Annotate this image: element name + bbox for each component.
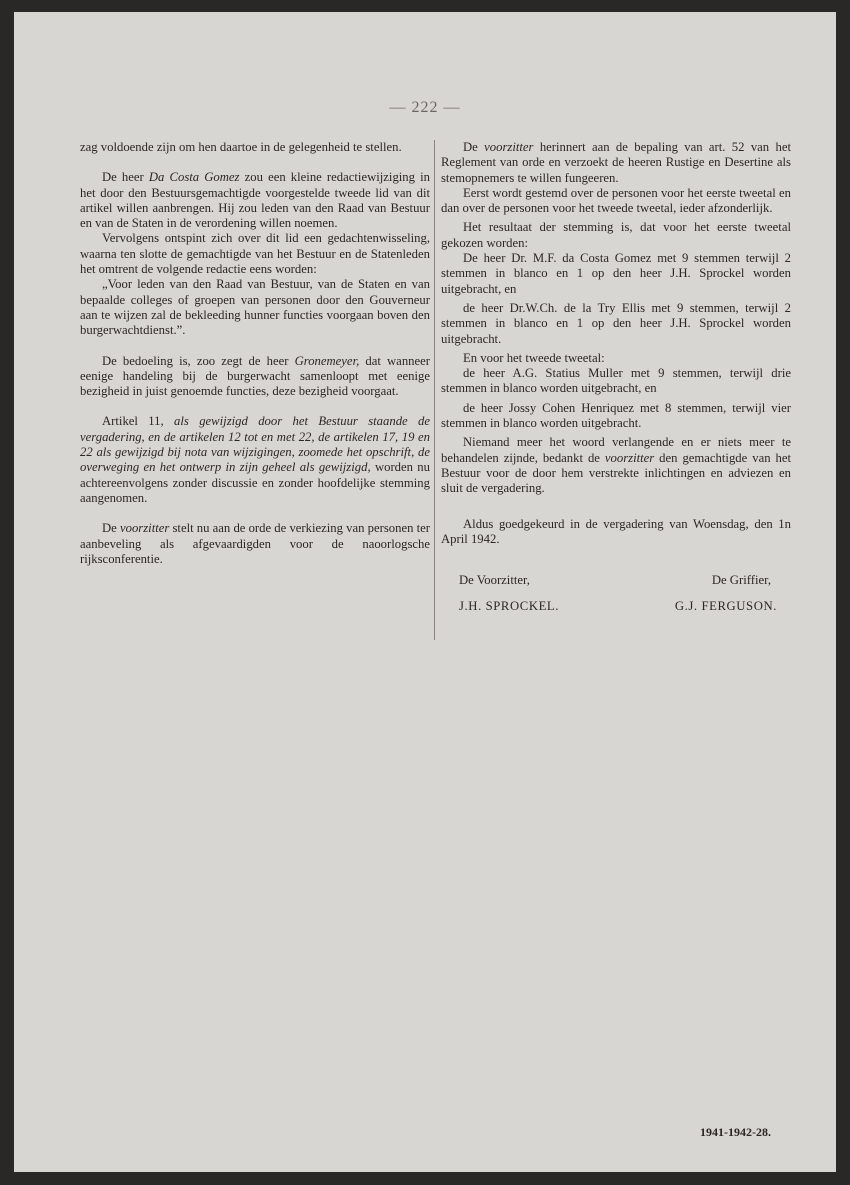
paragraph: En voor het tweede tweetal: [463, 350, 605, 365]
paragraph: de heer Jossy Cohen Henriquez met 8 stemmen, terwijl vier stemmen in blanco worden uitgebracht. [441, 400, 791, 431]
paragraph: de heer Dr.W.Ch. de la Try Ellis met 9 stemmen, terwijl 2 stemmen in blanco en 1 op den heer J.H. Sprockel worden uitgebracht. [441, 300, 791, 346]
paragraph: Eerst wordt gestemd over de personen voor het eerste tweetal en dan over de personen voor het tweede tweetal, ieder afzonderlijk. [441, 185, 791, 216]
paragraph: De heer Dr. M.F. da Costa Gomez met 9 stemmen terwijl 2 stemmen in blanco en 1 op den heer J.H. Sprockel worden uitgebracht, en [441, 251, 791, 296]
paragraph: Het resultaat der stemming is, dat voor het eerste tweetal gekozen worden: [441, 220, 791, 250]
paragraph: zag voldoende zijn om hen daartoe in de gelegenheid te stellen. [80, 140, 402, 154]
paragraph: Vervolgens ontspint zich over dit lid een gedachtenwisseling, waarna ten slotte de gemachtigde van het Bestuur en de Statenleden het omtrent de volgende redactie eens worden: [80, 231, 430, 277]
left-column [80, 140, 430, 567]
chair-name: J.H. SPROCKEL. [459, 599, 560, 614]
approval-line: Aldus goedgekeurd in de vergadering van Woensdag, den 1n April 1942. [441, 516, 791, 546]
right-column [441, 140, 791, 615]
clerk-title: De Griffier, [711, 573, 771, 588]
paragraph: De voorzitter stelt nu aan de orde de verkiezing van personen ter aanbeveling als afgevaardigden voor de naoorlogsche rijksconferentie. [80, 521, 431, 566]
quoted-text: „Voor leden van den Raad van Bestuur, van de Staten en van bepaalde colleges of groepen van personen door den Gouverneur aan te wijzen zal de bekleeding hunner functies voorgaan boven den burgerwachtdienst.”. [80, 277, 430, 338]
paragraph: Niemand meer het woord verlangende en er niets meer te behandelen zijnde, bedankt de voorzitter den gemachtigde van het Bestuur voor de door hem verstrekte inlichtingen en adviezen en sluit de vergadering. [441, 435, 791, 496]
speaker-name: Gronemeyer, [294, 353, 360, 368]
paragraph: de heer A.G. Statius Muller met 9 stemmen, terwijl drie stemmen in blanco worden uitgebracht, en [441, 366, 791, 396]
paragraph: Artikel 11, als gewijzigd door het Bestuur staande de vergadering, en de artikelen 12 tot en met 22, de artikelen 17, 19 en 22 als gewijzigd bij nota van wijzigingen, zoomede het opschrift, de overweging en het ontwerp in zijn geheel als gewijzigd, worden nu achtereenvolgens zonder discussie en zonder hoofdelijke stemming aangenomen. [80, 414, 431, 505]
page-number: — 222 — [389, 99, 461, 116]
document-code: 1941-1942-28. [700, 1125, 771, 1139]
paragraph: De heer Da Costa Gomez zou een kleine redactiewijziging in het door den Bestuursgemachtigde voorgestelde tweede lid van dit artikel willen aanbrengen. Hij zou leden van den Raad van Bestuur en van de Staten in de verordening willen noemen. [80, 170, 430, 231]
chair-title: De Voorzitter, [459, 573, 530, 588]
paragraph: De voorzitter herinnert aan de bepaling van art. 52 van het Reglement van orde en verzoekt de heeren Rustige en Desertine als stemopnemers te willen fungeeren. [441, 140, 791, 185]
column-divider [434, 140, 435, 640]
speaker-name: Da Costa Gomez [148, 170, 240, 185]
signature-block [441, 573, 791, 615]
paragraph: De bedoeling is, zoo zegt de heer Gronemeyer, dat wanneer eenige handeling bij de burgerwacht samenloopt met eenige bezigheid in juist genoemde functies, deze bezigheid voorgaat. [80, 353, 430, 399]
clerk-name: G.J. FERGUSON. [674, 599, 777, 614]
